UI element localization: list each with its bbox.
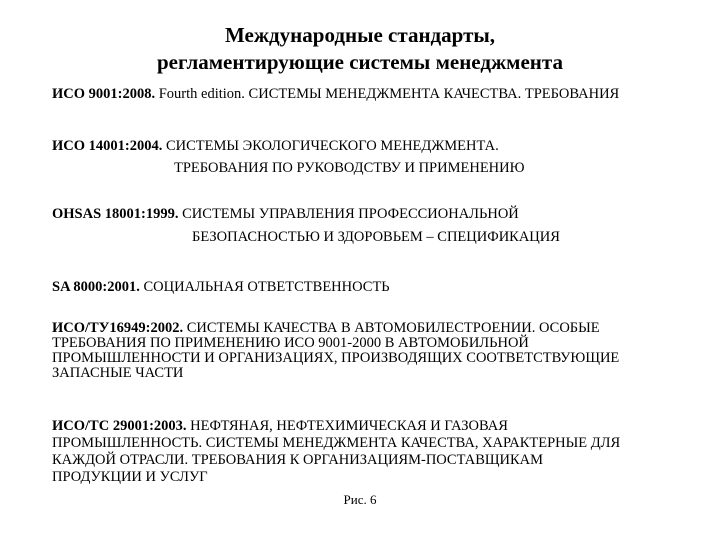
standard-text: СОЦИАЛЬНАЯ ОТВЕТСТВЕННОСТЬ (139, 279, 390, 295)
standard-text-continuation: ПРОМЫШЛЕННОСТИ И ОРГАНИЗАЦИЯХ, ПРОИЗВОДЯЩИХ СООТВЕТСТВУЮЩИЕ (52, 350, 620, 366)
standard-line (52, 87, 692, 102)
standard-text-continuation: ТРЕБОВАНИЯ ПО ПРИМЕНЕНИЮ ИСО 9001-2000 В АВТОМОБИЛЬНОЙ (52, 335, 529, 351)
standard-iso-ts-29001 (52, 418, 692, 486)
standard-text-continuation: ТРЕБОВАНИЯ ПО РУКОВОДСТВУ И ПРИМЕНЕНИЮ (174, 160, 525, 176)
title-line-1: Международные стандарты, (224, 23, 496, 47)
standard-code: ИСО/ТС 29001:2003. (52, 418, 187, 434)
standard-text-continuation: ЗАПАСНЫЕ ЧАСТИ (52, 365, 184, 381)
standard-iso-14001 (52, 139, 692, 176)
standard-text-continuation: ПРОДУКЦИИ И УСЛУГ (52, 469, 208, 485)
standard-line (52, 321, 692, 336)
standard-text: СИСТЕМЫ УПРАВЛЕНИЯ ПРОФЕССИОНАЛЬНОЙ (178, 206, 519, 222)
standard-sa-8000 (52, 280, 692, 295)
page-title (0, 22, 720, 76)
standard-code: ИСО/ТУ16949:2002. (52, 320, 184, 336)
standard-iso-ts-16949 (52, 321, 692, 381)
standard-code: SA 8000:2001. (52, 279, 140, 295)
standard-text: СИСТЕМЫ ЭКОЛОГИЧЕСКОГО МЕНЕДЖМЕНТА. (162, 138, 499, 154)
standard-text-continuation: БЕЗОПАСНОСТЬЮ И ЗДОРОВЬЕМ – СПЕЦИФИКАЦИЯ (192, 229, 560, 245)
standard-line (52, 418, 692, 435)
standard-line (52, 207, 692, 222)
standard-line (52, 139, 692, 154)
standard-text: СИСТЕМЫ КАЧЕСТВА В АВТОМОБИЛЕСТРОЕНИИ. ОСОБЫЕ (183, 320, 600, 336)
standard-ohsas-18001 (52, 207, 692, 245)
standard-text-continuation: ПРОМЫШЛЕННОСТЬ. СИСТЕМЫ МЕНЕДЖМЕНТА КАЧЕСТВА, ХАРАКТЕРНЫЕ ДЛЯ (52, 435, 621, 451)
title-line-2: регламентирующие системы менеджмента (157, 50, 563, 74)
standard-text: НЕФТЯНАЯ, НЕФТЕХИМИЧЕСКАЯ И ГАЗОВАЯ (186, 418, 508, 434)
standard-code: ИСО 9001:2008. (52, 86, 156, 102)
standard-iso-9001 (52, 87, 692, 102)
standard-text: Fourth edition. СИСТЕМЫ МЕНЕДЖМЕНТА КАЧЕСТВА. ТРЕБОВАНИЯ (155, 86, 620, 102)
standard-code: ИСО 14001:2004. (52, 138, 163, 154)
standard-code: OHSAS 18001:1999. (52, 206, 179, 222)
standard-text-continuation: КАЖДОЙ ОТРАСЛИ. ТРЕБОВАНИЯ К ОРГАНИЗАЦИЯМ-ПОСТАВЩИКАМ (52, 452, 544, 468)
standard-line (52, 280, 692, 295)
figure-caption: Рис. 6 (343, 492, 377, 507)
